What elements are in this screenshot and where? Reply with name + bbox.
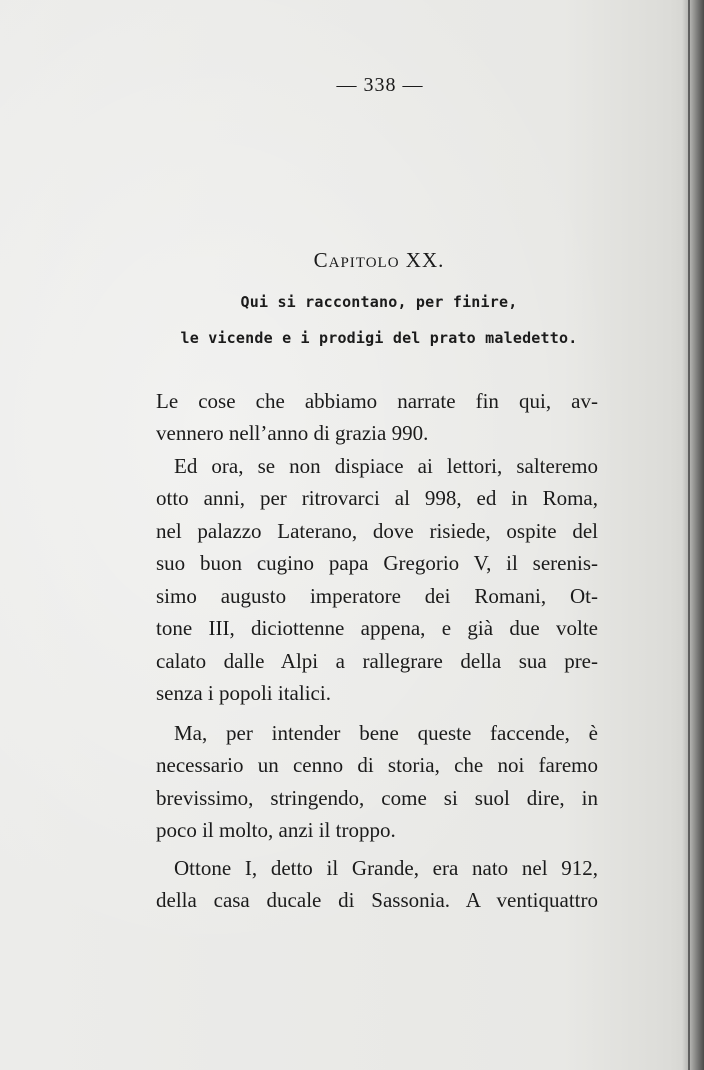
body-text-line: della casa ducale di Sassonia. A ventiquattro bbox=[156, 888, 598, 912]
page-binding-shadow bbox=[682, 0, 704, 1070]
body-text-line: Ed ora, se non dispiace ai lettori, salteremo bbox=[174, 454, 598, 478]
body-text-line: poco il molto, anzi il troppo. bbox=[156, 818, 396, 842]
body-text-line: Ottone I, detto il Grande, era nato nel 912, bbox=[174, 856, 598, 880]
chapter-heading bbox=[0, 248, 704, 273]
body-text-line: senza i popoli italici. bbox=[156, 681, 331, 705]
chapter-subtitle-line-1: Qui si raccontano, per finire, bbox=[240, 293, 518, 311]
body-text-line: Le cose che abbiamo narrate fin qui, av- bbox=[156, 389, 598, 413]
body-text-line: suo buon cugino papa Gregorio V, il serenis- bbox=[156, 551, 598, 575]
body-text-line: otto anni, per ritrovarci al 998, ed in Roma, bbox=[156, 486, 598, 510]
page-number: — 338 — bbox=[336, 74, 424, 96]
body-text-line: tone III, diciottenne appena, e già due volte bbox=[156, 616, 598, 640]
chapter-label: Capitolo bbox=[313, 248, 400, 272]
page-binding-edge bbox=[688, 0, 690, 1070]
body-text-line: calato dalle Alpi a rallegrare della sua pre- bbox=[156, 649, 598, 673]
body-text-line: Ma, per intender bene queste faccende, è bbox=[174, 721, 598, 745]
chapter-subtitle-line-2: le vicende e i prodigi del prato maledetto. bbox=[180, 329, 578, 347]
body-text-line: vennero nell’anno di grazia 990. bbox=[156, 421, 429, 445]
body-text-line: necessario un cenno di storia, che noi faremo bbox=[156, 753, 598, 777]
body-text-line: brevissimo, stringendo, come si suol dire, in bbox=[156, 786, 598, 810]
body-text-line: nel palazzo Laterano, dove risiede, ospite del bbox=[156, 519, 598, 543]
chapter-number: XX. bbox=[405, 248, 445, 272]
body-text-line: simo augusto imperatore dei Romani, Ot- bbox=[156, 584, 598, 608]
